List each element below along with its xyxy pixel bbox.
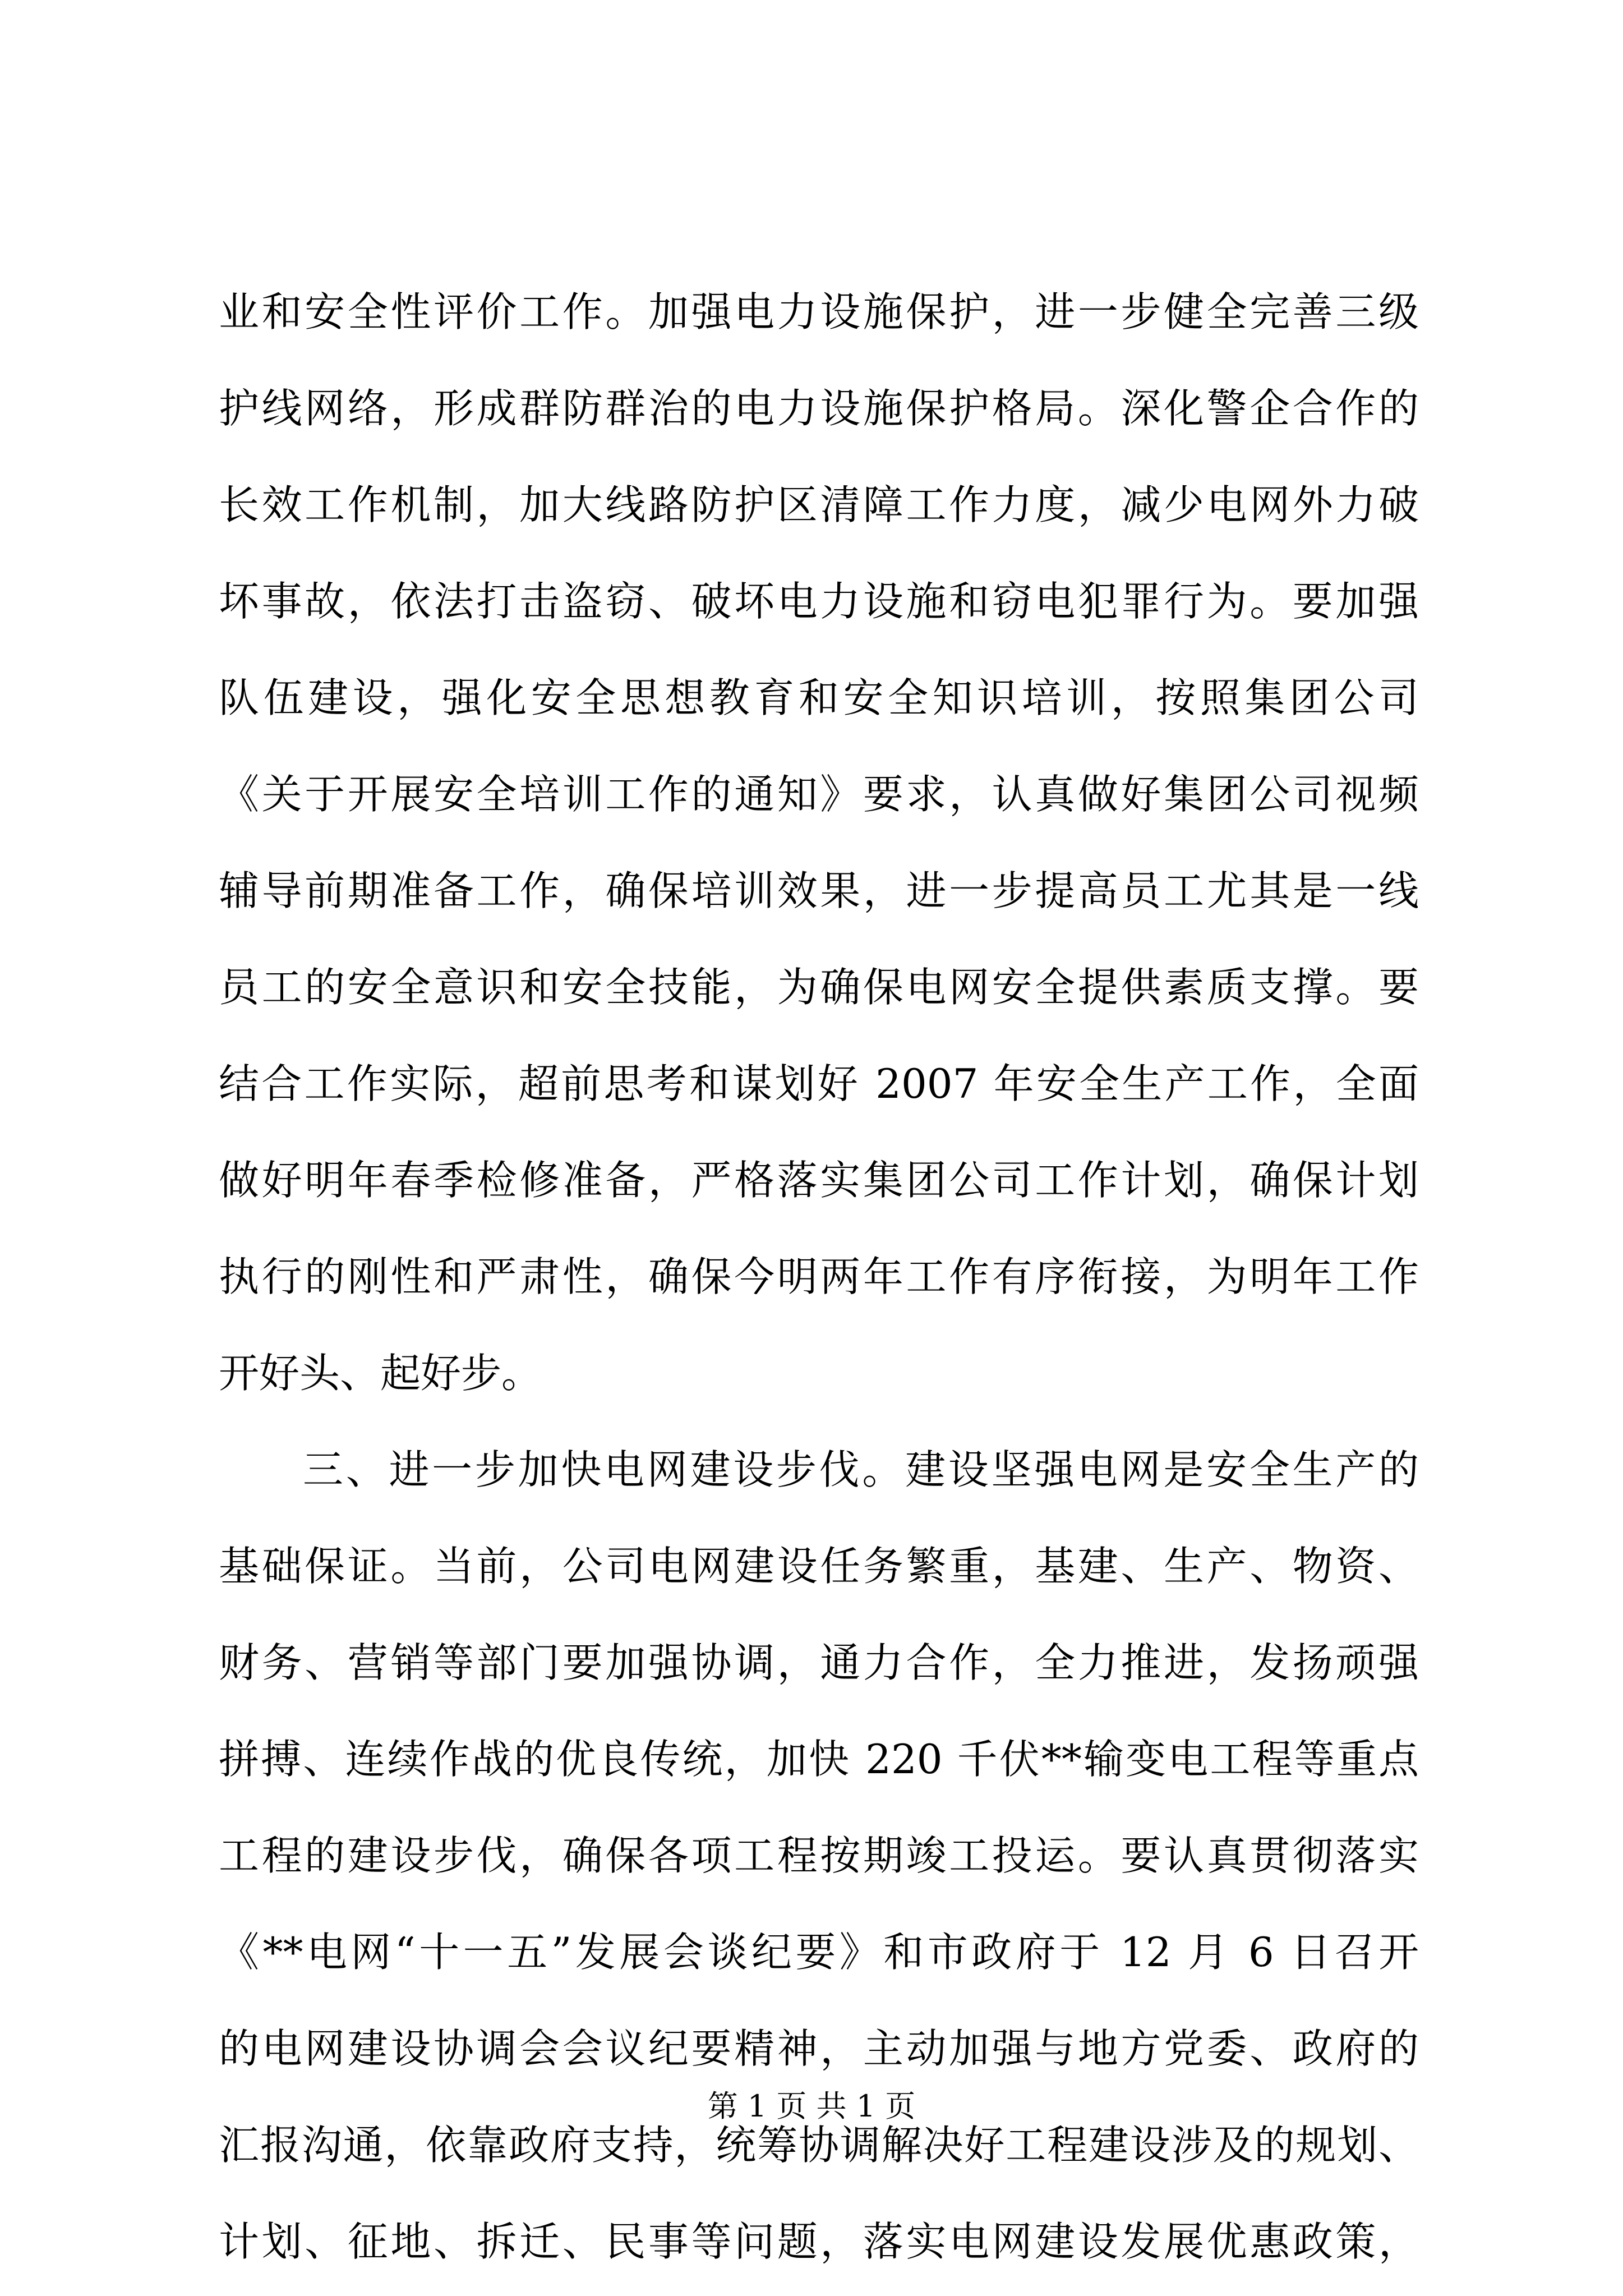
document-body [219,264,1419,2290]
text-line: 员工的安全意识和安全技能，为确保电网安全提供素质支撑。要 [219,964,1419,1011]
text-line: 《**电网“十一五”发展会谈纪要》和市政府于 12 月 6 日召开 [219,1929,1419,1976]
text-line: 队伍建设，强化安全思想教育和安全知识培训，按照集团公司 [219,674,1419,721]
text-line: 拼搏、连续作战的优良传统，加快 220 千伏**输变电工程等重点 [219,1736,1419,1783]
text-line: 工程的建设步伐，确保各项工程按期竣工投运。要认真贯彻落实 [219,1832,1419,1879]
text-line: 辅导前期准备工作，确保培训效果，进一步提高员工尤其是一线 [219,867,1419,914]
page-number-label: 第 1 页 共 1 页 [707,2088,916,2124]
text-line: 基础保证。当前，公司电网建设任务繁重，基建、生产、物资、 [219,1543,1419,1590]
text-line: 坏事故，依法打击盗窃、破坏电力设施和窃电犯罪行为。要加强 [219,578,1419,625]
text-line: 长效工作机制，加大线路防护区清障工作力度，减少电网外力破 [219,481,1419,528]
text-line: 汇报沟通，依靠政府支持，统筹协调解决好工程建设涉及的规划、 [219,2122,1419,2169]
section-heading-line: 三、进一步加快电网建设步伐。建设坚强电网是安全生产的 [303,1446,1419,1493]
text-line: 执行的刚性和严肃性，确保今明两年工作有序衔接，为明年工作 [219,1253,1419,1300]
text-line: 计划、征地、拆迁、民事等问题，落实电网建设发展优惠政策， [219,2218,1419,2265]
text-line: 业和安全性评价工作。加强电力设施保护，进一步健全完善三级 [219,288,1419,335]
text-line: 开好头、起好步。 [219,1350,542,1397]
text-line: 的电网建设协调会会议纪要精神，主动加强与地方党委、政府的 [219,2025,1419,2072]
page-footer [0,2087,1623,2126]
text-line: 护线网络，形成群防群治的电力设施保护格局。深化警企合作的 [219,385,1419,432]
text-line: 财务、营销等部门要加强协调，通力合作，全力推进，发扬顽强 [219,1639,1419,1686]
text-line: 结合工作实际，超前思考和谋划好 2007 年安全生产工作，全面 [219,1060,1419,1107]
text-line: 做好明年春季检修准备，严格落实集团公司工作计划，确保计划 [219,1157,1419,1204]
text-line: 《关于开展安全培训工作的通知》要求，认真做好集团公司视频 [219,771,1419,818]
